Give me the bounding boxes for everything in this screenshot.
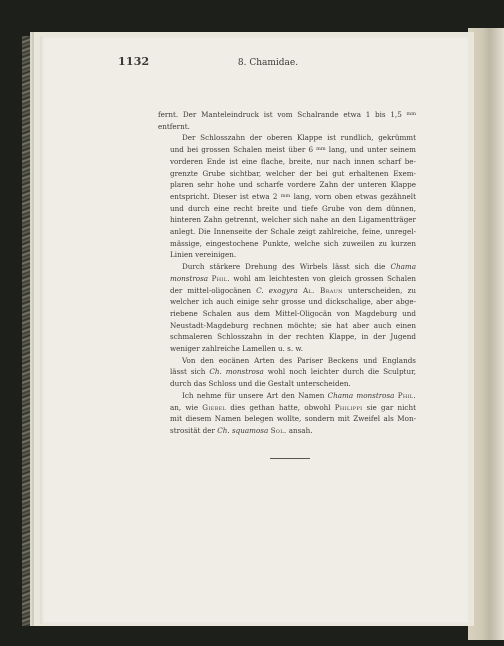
author-name: Phil. <box>211 273 230 283</box>
text-run: ansah. <box>286 425 313 435</box>
text-line <box>158 144 416 156</box>
text-run: an, wie <box>170 402 203 412</box>
text-line <box>158 261 416 273</box>
text-line <box>158 366 416 378</box>
text-run: wohl noch leichter durch die Sculptur, <box>263 367 416 377</box>
author-name: Phil. <box>397 390 416 400</box>
text-line <box>158 121 416 133</box>
text-line <box>158 191 416 203</box>
text-run: grenzte Grube sichtbar, welcher der bei gut erhaltenen Exem- <box>170 168 416 178</box>
paragraph <box>158 132 416 261</box>
text-line <box>158 249 416 261</box>
text-run: Linien vereinigen. <box>170 250 237 260</box>
text-run: unterscheiden, zu <box>342 285 416 295</box>
unit-superscript: mm <box>406 111 416 117</box>
author-name: Philippi <box>334 402 363 412</box>
author-name: Giebel <box>202 402 227 412</box>
text-run: Neustadt-Magdeburg rechnen möchte; sie hat aber auch einen <box>170 320 416 330</box>
section-end-rule <box>270 458 310 459</box>
text-run: lang, und unter seinem <box>325 145 416 155</box>
text-run: dies gethan hatte, obwohl <box>226 402 335 412</box>
text-run: mit diesem Namen belegen wollte, sondern mit Zweifel als Mon- <box>170 414 416 424</box>
author-name: Sol. <box>270 425 287 435</box>
text-run: Ich nehme für unsere Art den Namen <box>182 390 328 400</box>
italic-text: monstrosa <box>170 273 209 283</box>
paragraph <box>158 109 416 132</box>
text-run: anlegt. Die Innenseite der Schale zeigt zahlreiche, feine, unregel- <box>170 227 416 237</box>
text-run: vorderen Ende ist eine flache, breite, nur nach innen scharf be- <box>170 156 416 166</box>
italic-text: Chama monstrosa <box>327 390 395 400</box>
text-line <box>158 320 416 332</box>
text-line <box>158 168 416 180</box>
author-name: Al. Braun <box>302 285 343 295</box>
text-run: wohl am leichtesten von gleich grossen Schalen <box>229 273 416 283</box>
text-line <box>158 285 416 297</box>
text-run: mässige, eingestochene Punkte, welche sich zuweilen zu kurzen <box>170 238 416 248</box>
unit-superscript: mm <box>316 146 326 153</box>
text-line <box>158 132 416 144</box>
italic-text: Ch. monstrosa <box>209 367 264 377</box>
text-run: welcher ich auch einige sehr grosse und dickschalige, aber abge- <box>170 297 416 307</box>
text-run: plaren sehr hohe und scharfe vordere Zahn der unteren Klappe <box>170 180 416 190</box>
text-line <box>158 378 416 390</box>
italic-text: C. exogyra <box>256 285 298 295</box>
text-run: Der Schlosszahn der oberen Klappe ist rundlich, gekrümmt <box>182 133 416 143</box>
text-run: durch das Schloss und die Gestalt unterscheiden. <box>170 379 351 389</box>
text-line <box>158 109 416 121</box>
text-line <box>158 355 416 367</box>
paragraph <box>158 261 416 355</box>
paragraph <box>158 390 416 437</box>
text-line <box>158 343 416 355</box>
text-run: weniger zahlreiche Lamellen u. s. w. <box>170 344 304 354</box>
text-line <box>158 308 416 320</box>
body-text <box>158 109 416 437</box>
unit-superscript: mm <box>280 192 291 199</box>
text-line <box>158 214 416 226</box>
page-number: 1132 <box>118 55 150 68</box>
text-line <box>158 156 416 168</box>
paragraph <box>158 355 416 390</box>
text-line <box>158 179 416 191</box>
text-run: sie gar nicht <box>362 402 416 412</box>
text-run: und bei grossen Schalen meist über 6 <box>170 145 317 155</box>
text-line <box>158 413 416 425</box>
running-head: 8. Chamidae. <box>237 58 299 68</box>
text-line <box>158 273 416 285</box>
text-run: Von den eocänen Arten des Pariser Beckens und Englands <box>182 355 416 365</box>
text-run: fernt. Der Manteleindruck ist vom Schalrande etwa 1 bis 1,5 <box>158 110 407 119</box>
text-run: entfernt. <box>158 121 190 131</box>
text-run: lässt sich <box>170 367 210 377</box>
text-run: entspricht. Dieser ist etwa 2 <box>170 191 281 201</box>
text-run: schmaleren Schlosszahn in der rechten Klappe, in der Jugend <box>170 332 416 342</box>
text-run: strosität der <box>170 425 218 435</box>
text-run: und durch eine recht breite und tiefe Grube von dem dünnen, <box>170 203 416 213</box>
italic-text: Chama <box>390 262 416 272</box>
text-line <box>158 203 416 215</box>
text-line <box>158 331 416 343</box>
text-run: hinteren Zahn getrennt, welcher sich nahe an den Ligamentträger <box>170 215 416 225</box>
text-run: Durch stärkere Drehung des Wirbels lässt sich die <box>182 262 391 272</box>
text-line <box>158 390 416 402</box>
text-run: lang, vorn oben etwas gezähnelt <box>290 191 416 201</box>
text-line <box>158 402 416 414</box>
text-line <box>158 296 416 308</box>
text-run: der mittel-oligocänen <box>170 285 257 295</box>
text-line <box>158 238 416 250</box>
italic-text: Ch. squamosa <box>217 425 269 435</box>
text-line <box>158 425 416 437</box>
text-line <box>158 226 416 238</box>
text-run: riebene Schalen aus dem Mittel-Oligocän von Magdeburg und <box>170 308 416 318</box>
